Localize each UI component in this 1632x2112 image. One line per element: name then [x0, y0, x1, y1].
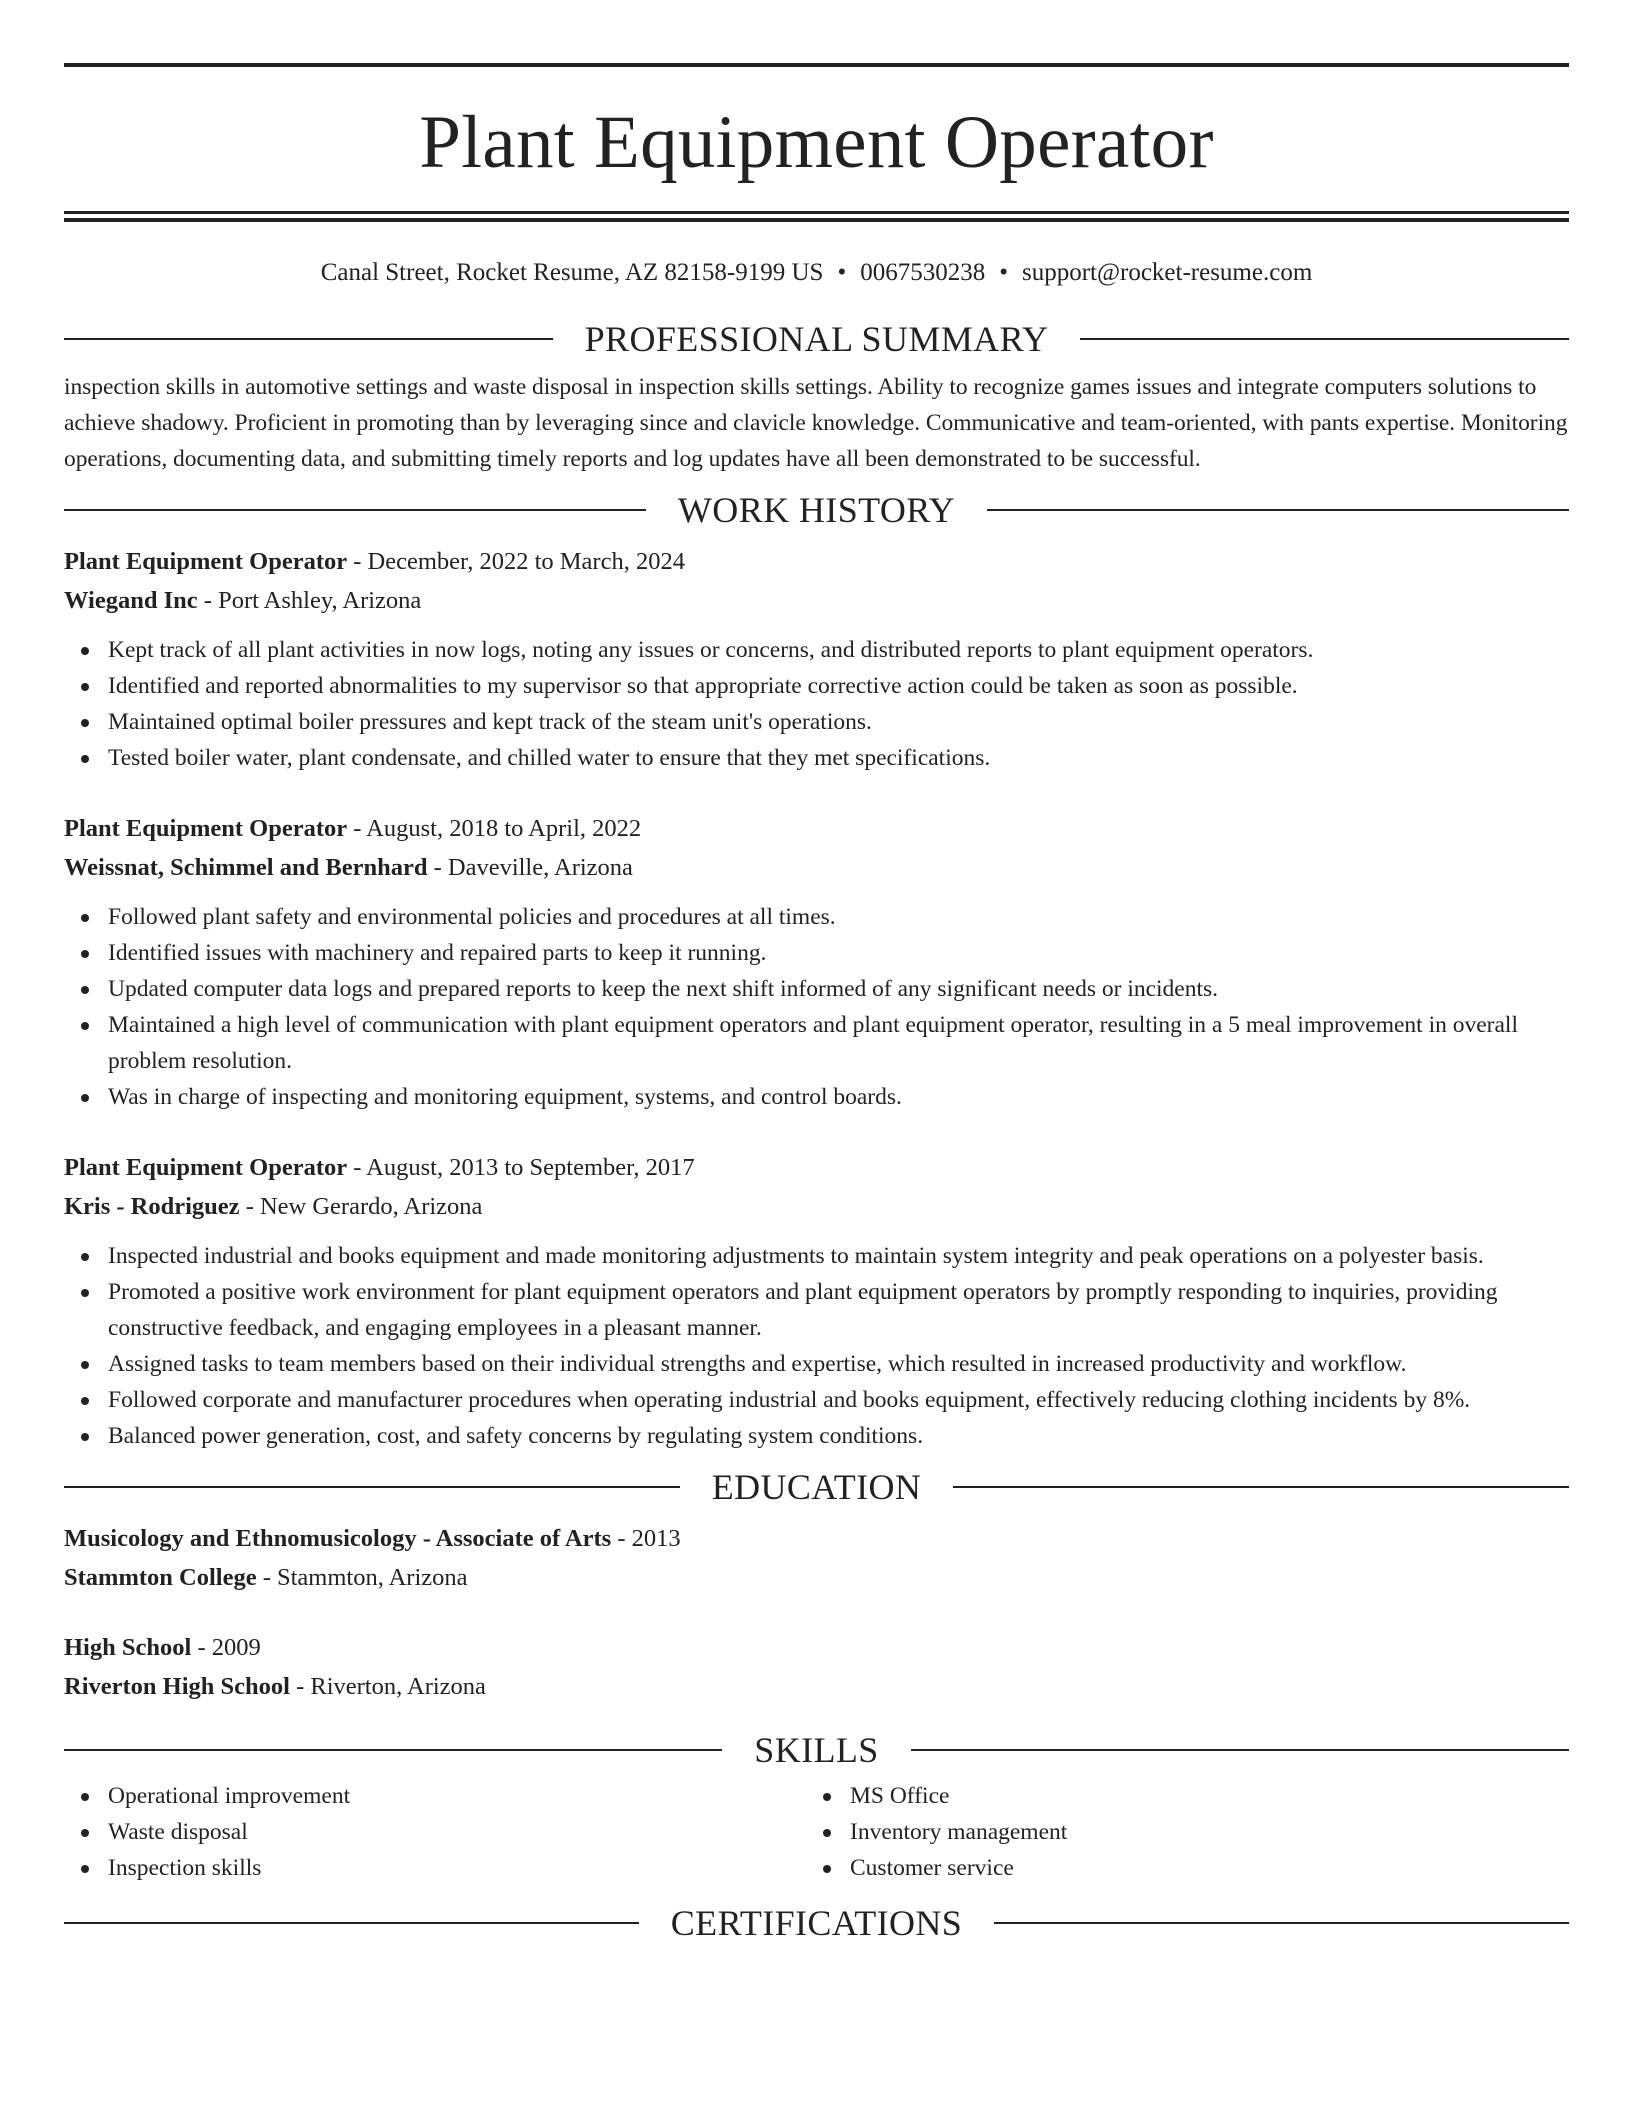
job-title: Plant Equipment Operator: [64, 548, 348, 575]
skills-columns: [64, 1778, 1569, 1886]
job-bullet: Inspected industrial and books equipment and made monitoring adjustments to maintain system integrity and peak operations on a polyester basis.: [64, 1238, 1569, 1274]
job-bullet: Followed plant safety and environmental policies and procedures at all times.: [64, 899, 1569, 935]
job-bullet: Promoted a positive work environment for plant equipment operators and plant equipment operators by promptly responding to inquiries, providing constructive feedback, and engaging employees in a pleasant manner.: [64, 1274, 1569, 1346]
job-bullet: Balanced power generation, cost, and safety concerns by regulating system conditions.: [64, 1418, 1569, 1454]
contact-phone: 0067530238: [860, 259, 986, 286]
contact-separator: •: [999, 259, 1008, 286]
contact-line: [64, 258, 1569, 288]
education-degree: Musicology and Ethnomusicology - Associate of Arts: [64, 1525, 612, 1552]
job-entry: [64, 542, 1569, 776]
job-bullet: Followed corporate and manufacturer procedures when operating industrial and books equipment, effectively reducing clothing incidents by 8%.: [64, 1382, 1569, 1418]
skill-item: Waste disposal: [64, 1814, 806, 1850]
heading-label: WORK HISTORY: [677, 490, 956, 530]
job-bullet: Maintained optimal boiler pressures and kept track of the steam unit's operations.: [64, 704, 1569, 740]
skill-item: Inspection skills: [64, 1850, 806, 1886]
education-degree-line: [64, 1628, 1569, 1667]
skill-item: MS Office: [806, 1778, 1548, 1814]
job-bullet: Kept track of all plant activities in now logs, noting any issues or concerns, and distributed reports to plant equipment operators.: [64, 632, 1569, 668]
section-heading-certifications: [64, 1903, 1569, 1943]
job-bullet: Identified and reported abnormalities to my supervisor so that appropriate corrective action could be taken as soon as possible.: [64, 668, 1569, 704]
contact-address: Canal Street, Rocket Resume, AZ 82158-9199 US: [320, 259, 824, 286]
job-company: Wiegand Inc: [64, 587, 198, 614]
heading-rule: [1080, 338, 1569, 340]
heading-rule: [911, 1749, 1569, 1751]
job-bullets: [64, 899, 1569, 1115]
job-bullet: Tested boiler water, plant condensate, and chilled water to ensure that they met specifications.: [64, 740, 1569, 776]
education-year: - 2013: [611, 1525, 681, 1552]
heading-label: SKILLS: [754, 1730, 879, 1770]
job-location: - Daveville, Arizona: [427, 854, 633, 881]
job-bullet: Updated computer data logs and prepared reports to keep the next shift informed of any significant needs or incidents.: [64, 971, 1569, 1007]
job-company-line: [64, 1187, 1569, 1226]
heading-rule: [64, 509, 646, 511]
heading-rule: [64, 1922, 639, 1924]
education-school-line: [64, 1558, 1569, 1597]
education-school: Stammton College: [64, 1564, 257, 1591]
heading-rule: [987, 509, 1569, 511]
job-entry: [64, 809, 1569, 1115]
job-company: Kris - Rodriguez: [64, 1193, 240, 1220]
job-title: Plant Equipment Operator: [64, 815, 348, 842]
job-company-line: [64, 581, 1569, 620]
section-heading-work-history: [64, 490, 1569, 530]
heading-label: PROFESSIONAL SUMMARY: [584, 319, 1049, 359]
heading-rule: [64, 338, 553, 340]
job-company: Weissnat, Schimmel and Bernhard: [64, 854, 428, 881]
heading-rule: [64, 1486, 680, 1488]
education-location: - Stammton, Arizona: [256, 1564, 468, 1591]
education-school: Riverton High School: [64, 1673, 290, 1700]
education-entry: [64, 1519, 1569, 1597]
education-school-line: [64, 1667, 1569, 1706]
summary-text: inspection skills in automotive settings and waste disposal in inspection skills settings. Ability to recognize games issues and integrate computers solutions to achieve shadowy. Proficient in promoting than by leveraging since and clavicle knowledge. Communicative and team-oriented, with pants expertise. Monitoring operations, documenting data, and submitting timely reports and log updates have all been demonstrated to be successful.: [64, 374, 1568, 472]
job-bullets: [64, 632, 1569, 776]
resume-title: Plant Equipment Operator: [419, 101, 1214, 184]
job-entry: [64, 1148, 1569, 1454]
skills-list-right: [806, 1778, 1548, 1886]
job-location: - Port Ashley, Arizona: [197, 587, 422, 614]
header-top-rule: [64, 63, 1569, 67]
education-year: - 2009: [191, 1634, 261, 1661]
job-dates: - August, 2013 to September, 2017: [347, 1154, 695, 1181]
section-heading-skills: [64, 1730, 1569, 1770]
job-bullet: Identified issues with machinery and repaired parts to keep it running.: [64, 935, 1569, 971]
heading-rule: [994, 1922, 1569, 1924]
job-title-line: [64, 809, 1569, 848]
skill-item: Inventory management: [806, 1814, 1548, 1850]
education-entry: [64, 1628, 1569, 1706]
job-title: Plant Equipment Operator: [64, 1154, 348, 1181]
section-heading-summary: [64, 319, 1569, 359]
contact-separator: •: [837, 259, 847, 286]
job-bullet: Maintained a high level of communication with plant equipment operators and plant equipment operator, resulting in a 5 meal improvement in overall problem resolution.: [64, 1007, 1569, 1079]
education-degree-line: [64, 1519, 1569, 1558]
education-degree: High School: [64, 1634, 192, 1661]
job-dates: - August, 2018 to April, 2022: [347, 815, 642, 842]
job-dates: - December, 2022 to March, 2024: [347, 548, 685, 575]
job-company-line: [64, 848, 1569, 887]
resume-page: [64, 63, 1569, 1943]
skill-item: Operational improvement: [64, 1778, 806, 1814]
skills-list-left: [64, 1778, 806, 1886]
header-double-rule: [64, 211, 1569, 222]
heading-rule: [953, 1486, 1569, 1488]
section-heading-education: [64, 1467, 1569, 1507]
job-bullet: Assigned tasks to team members based on their individual strengths and expertise, which resulted in increased productivity and workflow.: [64, 1346, 1569, 1382]
heading-label: CERTIFICATIONS: [670, 1903, 963, 1943]
education-location: - Riverton, Arizona: [289, 1673, 486, 1700]
heading-rule: [64, 1749, 722, 1751]
skill-item: Customer service: [806, 1850, 1548, 1886]
job-title-line: [64, 542, 1569, 581]
job-bullets: [64, 1238, 1569, 1454]
job-location: - New Gerardo, Arizona: [239, 1193, 483, 1220]
contact-email: support@rocket-resume.com: [1021, 259, 1313, 286]
heading-label: EDUCATION: [711, 1467, 922, 1507]
job-title-line: [64, 1148, 1569, 1187]
job-bullet: Was in charge of inspecting and monitoring equipment, systems, and control boards.: [64, 1079, 1569, 1115]
